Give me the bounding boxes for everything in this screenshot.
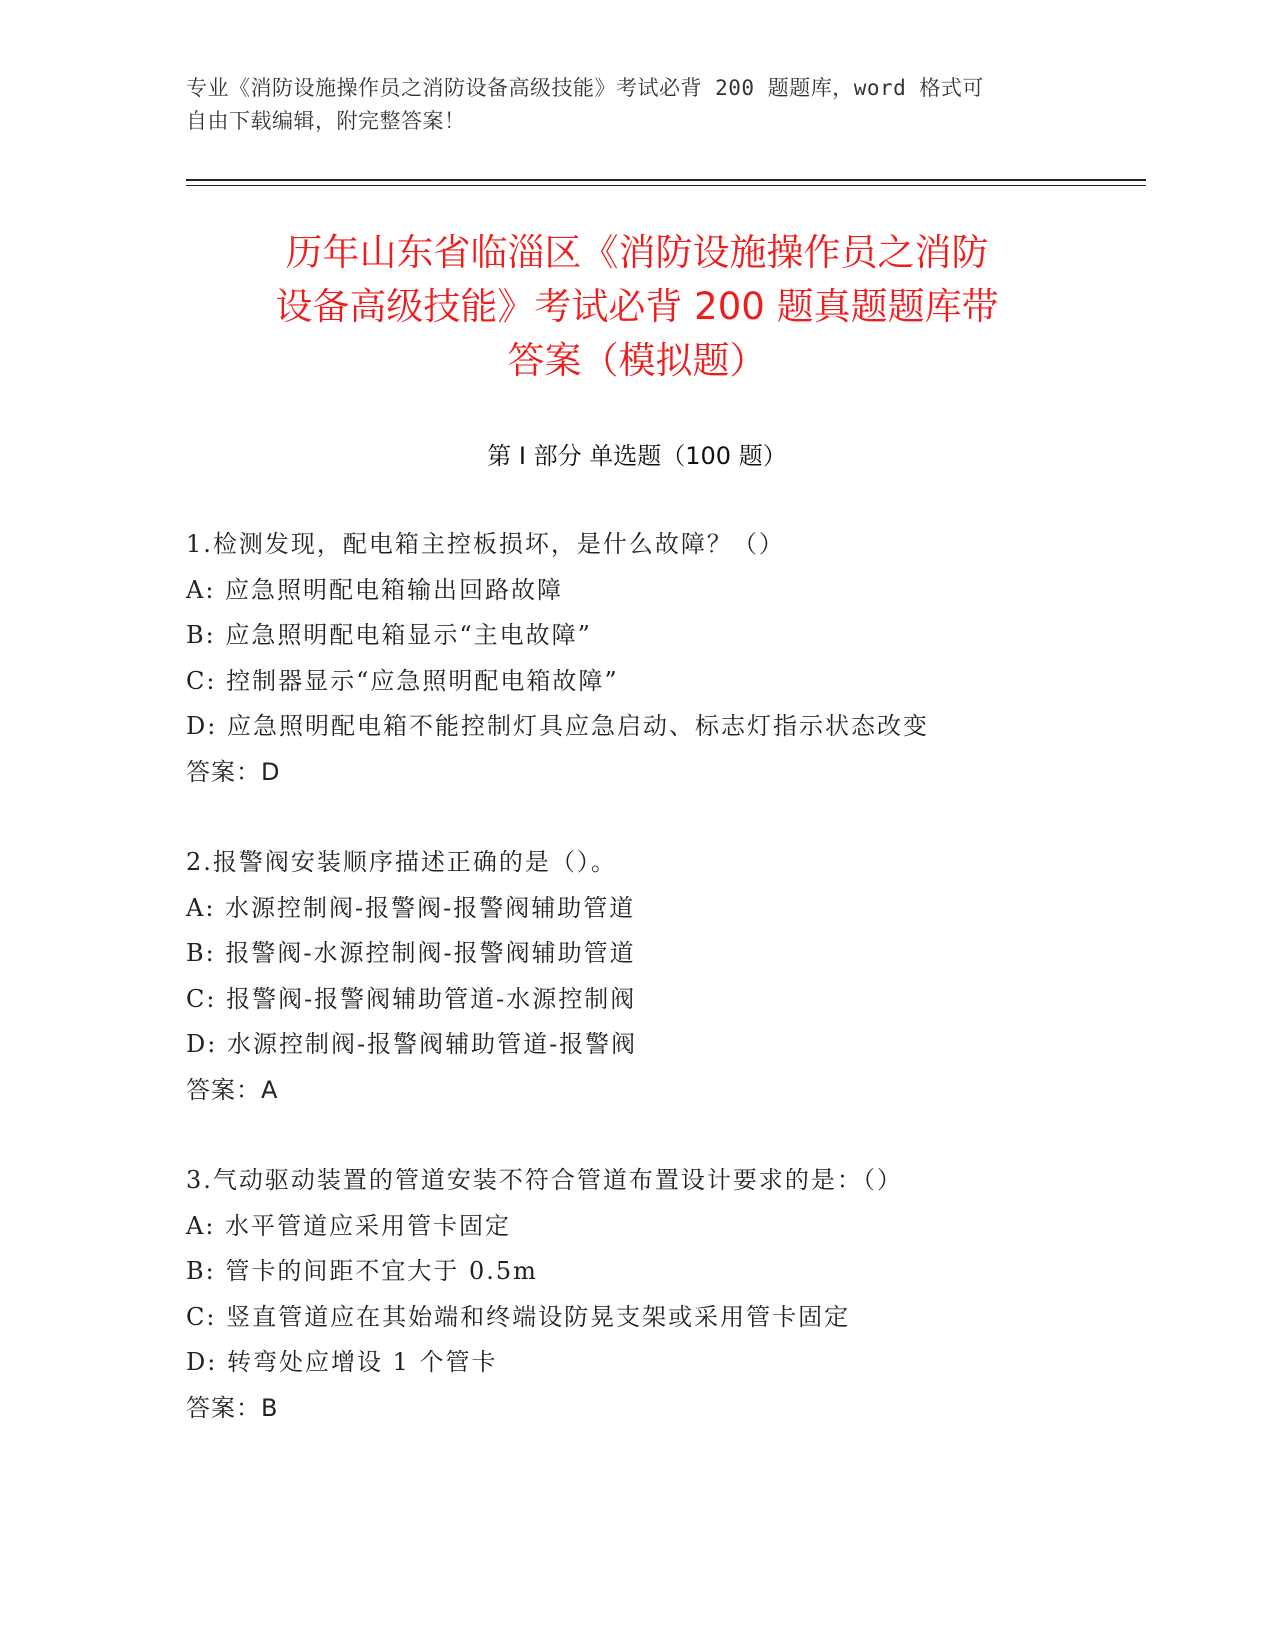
header-note-line-2: 自由下载编辑，附完整答案！	[186, 109, 466, 133]
answer-line: 答案：B	[186, 1393, 279, 1422]
header-note-line-1: 专业《消防设施操作员之消防设备高级技能》考试必背 200 题题库，word 格式可	[186, 76, 984, 100]
title-line-2: 设备高级技能》考试必背 200 题真题题库带	[275, 285, 999, 328]
option-b: B: 报警阀-水源控制阀-报警阀辅助管道	[186, 939, 636, 967]
answer-line: 答案：A	[186, 1075, 279, 1104]
answer-line: 答案：D	[186, 757, 281, 786]
header-divider-thick	[186, 179, 1146, 181]
header-divider-thin	[186, 185, 1146, 186]
option-a: A: 水平管道应采用管卡固定	[186, 1211, 512, 1240]
option-c: C: 竖直管道应在其始端和终端设防晃支架或采用管卡固定	[186, 1302, 851, 1331]
question-item	[186, 527, 1146, 800]
document-header-note	[186, 72, 1086, 138]
option-d: D: 水源控制阀-报警阀辅助管道-报警阀	[186, 1030, 638, 1058]
question-stem: 1.检测发现，配电箱主控板损坏，是什么故障？（）	[186, 530, 785, 558]
question-item	[186, 1163, 1146, 1436]
title-line-3: 答案（模拟题）	[507, 339, 767, 382]
option-d: D: 转弯处应增设 1 个管卡	[186, 1348, 498, 1376]
option-a: A: 水源控制阀-报警阀-报警阀辅助管道	[186, 893, 636, 922]
option-b: B: 应急照明配电箱显示“主电故障”	[186, 621, 592, 649]
document-title	[186, 226, 1088, 388]
option-c: C: 报警阀-报警阀辅助管道-水源控制阀	[186, 984, 637, 1013]
question-item	[186, 845, 1146, 1118]
option-a: A: 应急照明配电箱输出回路故障	[186, 575, 564, 604]
question-stem: 2.报警阀安装顺序描述正确的是（）。	[186, 848, 617, 876]
option-d: D: 应急照明配电箱不能控制灯具应急启动、标志灯指示状态改变	[186, 712, 929, 740]
title-line-1: 历年山东省临淄区《消防设施操作员之消防	[285, 231, 989, 274]
section-heading: 第 I 部分 单选题（100 题）	[487, 442, 787, 470]
question-stem: 3.气动驱动装置的管道安装不符合管道布置设计要求的是：（）	[186, 1166, 903, 1194]
option-c: C: 控制器显示“应急照明配电箱故障”	[186, 666, 619, 695]
option-b: B: 管卡的间距不宜大于 0.5m	[186, 1257, 538, 1285]
